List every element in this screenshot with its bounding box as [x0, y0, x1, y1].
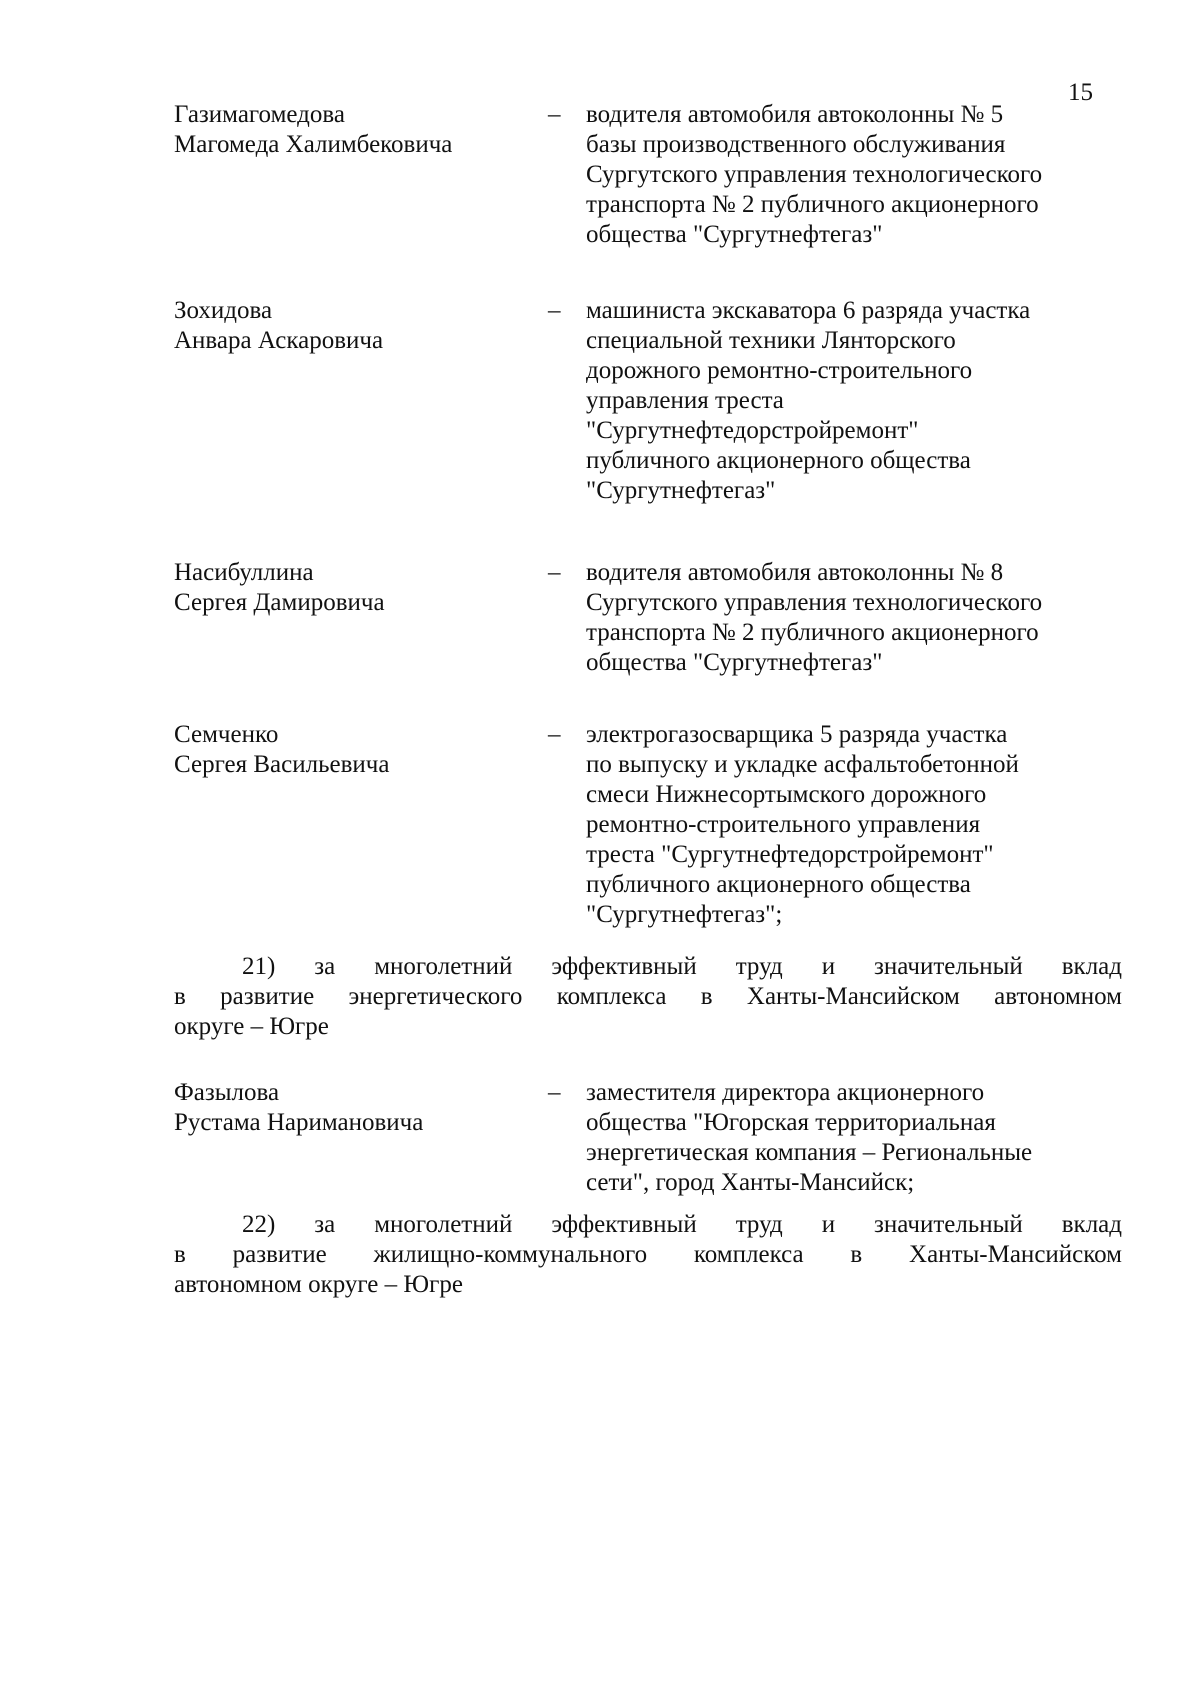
person-given-names: Сергея Васильевича	[174, 751, 390, 778]
position-description	[586, 720, 1146, 930]
clause-line: округе – Югре	[174, 1013, 329, 1040]
person-surname: Насибуллина	[174, 559, 314, 586]
person-name	[174, 1078, 534, 1138]
description-line: "Сургутнефтегаз";	[586, 901, 783, 928]
position-description	[586, 100, 1146, 250]
person-surname: Фазылова	[174, 1079, 280, 1106]
person-name	[174, 296, 534, 356]
description-line: электрогазосварщика 5 разряда участка	[586, 721, 1008, 748]
description-line: управления треста	[586, 387, 784, 414]
person-surname: Зохидова	[174, 297, 273, 324]
person-name	[174, 720, 534, 780]
description-line: по выпуску и укладке асфальтобетонной	[586, 751, 1019, 778]
description-line: транспорта № 2 публичного акционерного	[586, 191, 1039, 218]
dash-separator: –	[548, 559, 561, 586]
dash-separator: –	[548, 297, 561, 324]
description-line: специальной техники Лянторского	[586, 327, 956, 354]
clause-line: 21) за многолетний эффективный труд и значительный вклад	[242, 953, 1122, 980]
description-line: Сургутского управления технологического	[586, 589, 1043, 616]
clause-line: в развитие энергетического комплекса в Ханты-Мансийском автономном	[174, 983, 1122, 1010]
person-given-names: Магомеда Халимбековича	[174, 131, 453, 158]
description-line: водителя автомобиля автоколонны № 8	[586, 559, 1004, 586]
dash-separator: –	[548, 1079, 561, 1106]
description-line: публичного акционерного общества	[586, 871, 971, 898]
position-description	[586, 558, 1146, 678]
person-surname: Семченко	[174, 721, 279, 748]
description-line: заместителя директора акционерного	[586, 1079, 985, 1106]
description-line: базы производственного обслуживания	[586, 131, 1006, 158]
dash-separator: –	[548, 101, 561, 128]
description-line: энергетическая компания – Региональные	[586, 1139, 1033, 1166]
page-number: 15	[1068, 79, 1093, 106]
person-given-names: Анвара Аскаровича	[174, 327, 384, 354]
person-surname: Газимагомедова	[174, 101, 345, 128]
position-description	[586, 296, 1146, 506]
clause-line: автономном округе – Югре	[174, 1271, 463, 1298]
description-line: треста "Сургутнефтедорстройремонт"	[586, 841, 994, 868]
description-line: публичного акционерного общества	[586, 447, 971, 474]
position-description	[586, 1078, 1146, 1198]
description-line: машиниста экскаватора 6 разряда участка	[586, 297, 1031, 324]
person-name	[174, 558, 534, 618]
clause-21	[174, 952, 1122, 1042]
person-given-names: Сергея Дамировича	[174, 589, 385, 616]
clause-line: 22) за многолетний эффективный труд и значительный вклад	[242, 1211, 1122, 1238]
clause-22	[174, 1210, 1122, 1300]
description-line: дорожного ремонтно-строительного	[586, 357, 973, 384]
description-line: общества "Сургутнефтегаз"	[586, 649, 883, 676]
description-line: "Сургутнефтегаз"	[586, 477, 776, 504]
description-line: смеси Нижнесортымского дорожного	[586, 781, 987, 808]
description-line: водителя автомобиля автоколонны № 5	[586, 101, 1004, 128]
description-line: сети", город Ханты-Мансийск;	[586, 1169, 915, 1196]
person-given-names: Рустама Наримановича	[174, 1109, 424, 1136]
description-line: "Сургутнефтедорстройремонт"	[586, 417, 919, 444]
person-name	[174, 100, 534, 160]
description-line: Сургутского управления технологического	[586, 161, 1043, 188]
description-line: ремонтно-строительного управления	[586, 811, 981, 838]
dash-separator: –	[548, 721, 561, 748]
description-line: транспорта № 2 публичного акционерного	[586, 619, 1039, 646]
description-line: общества "Югорская территориальная	[586, 1109, 996, 1136]
description-line: общества "Сургутнефтегаз"	[586, 221, 883, 248]
clause-line: в развитие жилищно-коммунального комплекса в Ханты-Мансийском	[174, 1241, 1122, 1268]
